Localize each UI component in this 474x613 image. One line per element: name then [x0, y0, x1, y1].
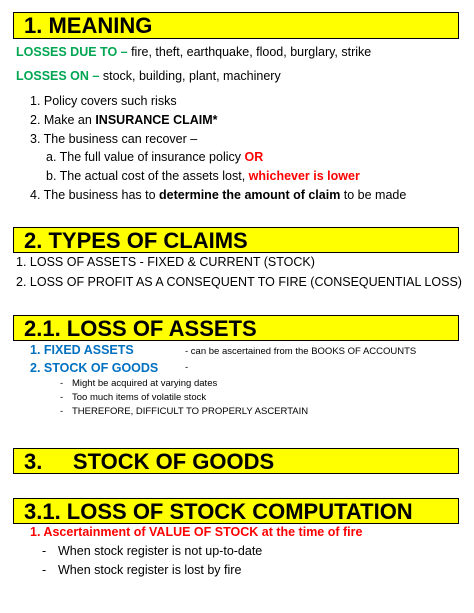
meaning-item-3: 3. The business can recover – [30, 132, 198, 146]
whichever-lower-text: whichever is lower [248, 169, 360, 183]
meaning-item-2-pre: 2. Make an [30, 113, 96, 127]
section-3-1-heading: 3.1. LOSS OF STOCK COMPUTATION [13, 498, 459, 524]
losses-due-to-line [16, 45, 371, 60]
fixed-assets-label: 1. FIXED ASSETS [30, 343, 134, 357]
meaning-item-3b [46, 169, 360, 184]
bullet-dash: - [60, 378, 64, 389]
or-text: OR [244, 150, 264, 164]
losses-due-to-label: LOSSES DUE TO – [16, 45, 132, 59]
stock-of-goods-label: 2. STOCK OF GOODS [30, 361, 159, 375]
section-2-1-heading: 2.1. LOSS OF ASSETS [13, 315, 459, 341]
claim-type-1: 1. LOSS OF ASSETS - FIXED & CURRENT (STOCK) [16, 255, 315, 269]
section-3-heading: 3. STOCK OF GOODS [13, 448, 459, 474]
meaning-item-2 [30, 113, 218, 128]
stock-of-goods-dash: - [185, 362, 189, 373]
meaning-item-1: 1. Policy covers such risks [30, 94, 177, 108]
losses-on-label: LOSSES ON – [16, 69, 103, 83]
meaning-item-4 [30, 188, 406, 203]
meaning-item-3a [46, 150, 263, 165]
claim-type-2: 2. LOSS OF PROFIT AS A CONSEQUENT TO FIRE (CONSEQUENTIAL LOSS) [16, 275, 462, 289]
losses-on-line [16, 69, 281, 84]
meaning-item-3b-pre: b. The actual cost of the assets lost, [46, 169, 249, 183]
bullet-dash: - [60, 392, 64, 403]
stock-bullet-1: - Might be acquired at varying dates [60, 378, 218, 389]
bullet-dash: - [42, 563, 47, 577]
meaning-item-4-bold: determine the amount of claim [159, 188, 341, 202]
losses-due-to-text: fire, theft, earthquake, flood, burglary, strike [131, 45, 372, 59]
losses-on-text: stock, building, plant, machinery [102, 69, 281, 83]
section-2-heading: 2. TYPES OF CLAIMS [13, 227, 459, 253]
insurance-claim-text: INSURANCE CLAIM* [95, 113, 218, 127]
stock-bullet-2: - Too much items of volatile stock [60, 392, 207, 403]
meaning-item-4-post: to be made [340, 188, 407, 202]
meaning-item-3a-pre: a. The full value of insurance policy [46, 150, 245, 164]
bullet-dash: - [60, 406, 64, 417]
stock-computation-item-1: 1. Ascertainment of VALUE OF STOCK at the time of fire [30, 525, 363, 539]
stock-computation-bullet-2: - When stock register is lost by fire [42, 563, 242, 577]
stock-bullet-3: - THEREFORE, DIFFICULT TO PROPERLY ASCERTAIN [60, 406, 309, 417]
bullet-dash: - [42, 544, 47, 558]
meaning-item-4-pre: 4. The business has to [30, 188, 160, 202]
stock-computation-bullet-1: - When stock register is not up-to-date [42, 544, 263, 558]
fixed-assets-note: - can be ascertained from the BOOKS OF ACCOUNTS [185, 346, 417, 357]
section-1-heading: 1. MEANING [13, 12, 459, 39]
